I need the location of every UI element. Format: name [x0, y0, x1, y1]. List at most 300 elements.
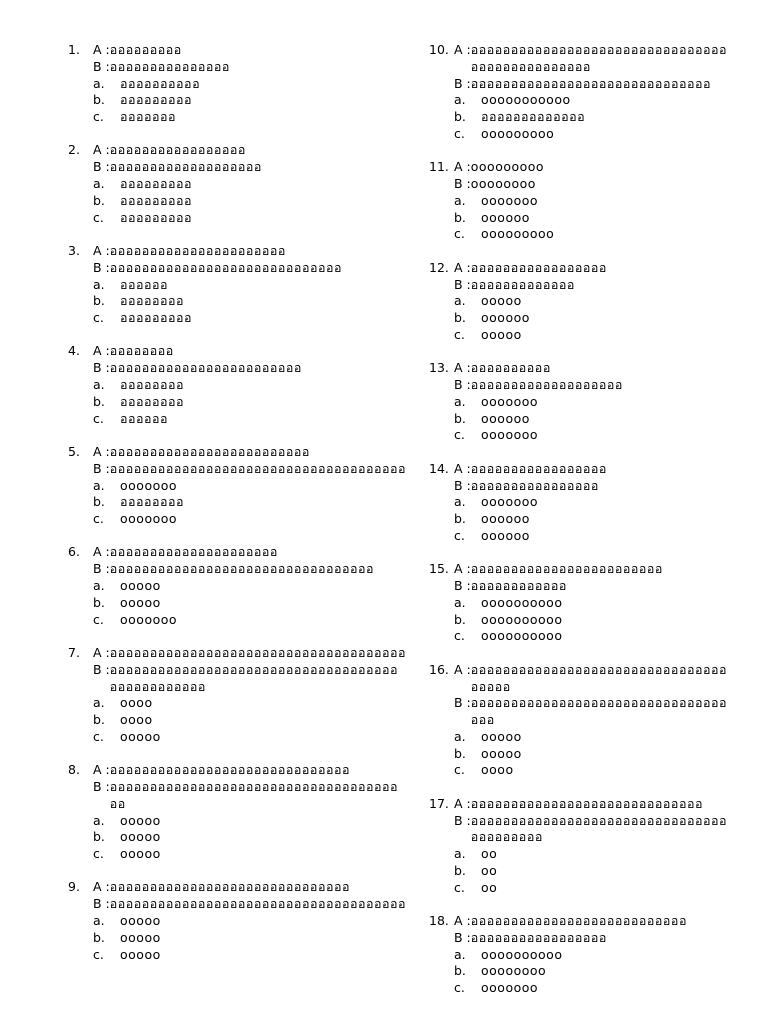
- speaker-b-text: ออออออออออออออออ: [470, 477, 599, 493]
- question-item: [68, 343, 408, 427]
- question-number: 14.: [429, 460, 449, 476]
- speaker-a-label: A :: [454, 460, 471, 476]
- option-label: b.: [454, 611, 466, 627]
- question-item: [68, 42, 408, 126]
- speaker-a-label: A :: [93, 762, 110, 778]
- option-text: oo: [481, 846, 498, 862]
- speaker-b-text: อออออออออออออออออ: [470, 929, 607, 945]
- indent-spacer: [68, 92, 93, 109]
- indent-spacer: [429, 947, 454, 964]
- indent-spacer: [429, 963, 454, 980]
- indent-spacer: [68, 193, 93, 210]
- indent-spacer: [429, 746, 454, 763]
- indent-spacer: [68, 293, 93, 310]
- indent-spacer: [429, 293, 454, 310]
- answer-option: [68, 76, 408, 93]
- option-label: b.: [93, 293, 105, 309]
- answer-option: [429, 494, 729, 511]
- option-text: ooooooooo: [481, 226, 555, 242]
- option-label: a.: [93, 695, 105, 711]
- answer-option: [68, 511, 408, 528]
- answer-option: [68, 813, 408, 830]
- option-text: ออออออออ: [120, 494, 185, 510]
- indent-spacer: [429, 612, 454, 629]
- option-label: b.: [93, 929, 105, 945]
- indent-spacer: [68, 930, 93, 947]
- option-text: ooooooo: [481, 192, 539, 208]
- option-text: ออออออ: [120, 410, 169, 426]
- option-label: b.: [454, 862, 466, 878]
- speaker-a-label: A :: [454, 561, 471, 577]
- indent-spacer: [68, 176, 93, 193]
- question-number: 1.: [68, 42, 80, 57]
- option-text: ooooo: [120, 946, 161, 962]
- indent-spacer: [68, 411, 93, 428]
- answer-option: [429, 980, 729, 997]
- question-number: 18.: [429, 913, 449, 929]
- option-label: a.: [454, 494, 466, 510]
- speaker-b-label: B :: [93, 896, 110, 912]
- option-label: c.: [454, 628, 465, 644]
- question-item: [429, 796, 729, 897]
- option-label: a.: [454, 393, 466, 409]
- option-label: c.: [454, 762, 465, 778]
- speaker-b-label: B :: [454, 695, 471, 711]
- indent-spacer: [68, 210, 93, 227]
- indent-spacer: [429, 109, 454, 126]
- answer-option: [68, 210, 408, 227]
- indent-spacer: [68, 813, 93, 830]
- question-number: 13.: [429, 360, 449, 376]
- question-item: [429, 260, 729, 344]
- speaker-a-text: อออออออออออออออออออออ: [109, 544, 278, 560]
- option-text: oooooooooo: [481, 594, 563, 610]
- indent-spacer: [429, 863, 454, 880]
- option-text: ooooooooo: [481, 125, 555, 141]
- option-label: b.: [93, 92, 105, 108]
- speaker-a-label: A :: [93, 42, 110, 57]
- speaker-b-label: B :: [454, 477, 471, 493]
- option-label: b.: [93, 594, 105, 610]
- option-text: oooooo: [481, 209, 530, 225]
- speaker-b-text: อออออออออออออออออออ: [109, 159, 262, 175]
- option-label: c.: [454, 326, 465, 342]
- option-text: oooooooooo: [481, 946, 563, 962]
- indent-spacer: [68, 76, 93, 93]
- indent-spacer: [68, 394, 93, 411]
- option-label: c.: [454, 427, 465, 443]
- speaker-b-label: B :: [454, 176, 471, 192]
- option-text: oo: [481, 862, 498, 878]
- option-label: c.: [93, 209, 104, 225]
- speaker-b-text: อออออออออออออออออออ: [470, 377, 623, 393]
- left-column: [68, 42, 408, 980]
- speaker-b-label: B :: [454, 929, 471, 945]
- option-text: ooooooo: [120, 611, 178, 627]
- speaker-b-text: อออออออออออออออออออออออออออออออออออ: [470, 695, 727, 728]
- option-label: b.: [93, 393, 105, 409]
- answer-option: [68, 947, 408, 964]
- speaker-b-label: B :: [454, 75, 471, 91]
- answer-option: [429, 226, 729, 243]
- question-item: [429, 159, 729, 243]
- answer-option: [429, 595, 729, 612]
- option-text: oooooo: [481, 527, 530, 543]
- option-text: อออออออออ: [120, 176, 193, 192]
- option-text: ooooo: [120, 846, 161, 862]
- answer-option: [429, 109, 729, 126]
- answer-option: [68, 913, 408, 930]
- answer-option: [68, 595, 408, 612]
- answer-option: [68, 92, 408, 109]
- option-label: a.: [454, 594, 466, 610]
- option-text: ooooo: [120, 594, 161, 610]
- indent-spacer: [429, 511, 454, 528]
- question-number: 4.: [68, 343, 80, 359]
- indent-spacer: [429, 226, 454, 243]
- speaker-a-text: ooooooooo: [470, 159, 545, 175]
- option-text: oooooooooo: [481, 628, 563, 644]
- speaker-a-text: ออออออออออ: [470, 360, 551, 376]
- option-label: a.: [454, 728, 466, 744]
- answer-option: [68, 612, 408, 629]
- answer-option: [429, 511, 729, 528]
- option-label: b.: [454, 963, 466, 979]
- option-text: ooooo: [120, 728, 161, 744]
- answer-option: [68, 377, 408, 394]
- indent-spacer: [68, 578, 93, 595]
- speaker-a-label: A :: [93, 544, 110, 560]
- indent-spacer: [429, 880, 454, 897]
- option-text: ooooo: [120, 929, 161, 945]
- question-number: 10.: [429, 42, 449, 57]
- speaker-b-label: B :: [93, 58, 110, 74]
- option-label: b.: [454, 410, 466, 426]
- option-text: ooooooo: [120, 477, 178, 493]
- question-number: 11.: [429, 159, 449, 175]
- speaker-a-label: A :: [454, 159, 471, 175]
- answer-option: [68, 277, 408, 294]
- indent-spacer: [68, 561, 93, 578]
- indent-spacer: [68, 662, 93, 696]
- option-text: ooooooo: [481, 393, 539, 409]
- question-number: 12.: [429, 259, 449, 275]
- indent-spacer: [68, 712, 93, 729]
- indent-spacer: [68, 478, 93, 495]
- speaker-b-label: B :: [454, 377, 471, 393]
- option-text: อออออออ: [120, 109, 177, 125]
- speaker-b-label: B :: [93, 561, 110, 577]
- option-text: oooo: [481, 762, 514, 778]
- answer-option: [68, 176, 408, 193]
- option-text: oooo: [120, 712, 153, 728]
- indent-spacer: [429, 193, 454, 210]
- answer-option: [429, 411, 729, 428]
- option-text: ooooooo: [481, 980, 539, 996]
- indent-spacer: [429, 813, 454, 847]
- option-text: อออออออออ: [120, 209, 193, 225]
- option-text: ooooo: [481, 326, 522, 342]
- speaker-b-label: B :: [93, 159, 110, 175]
- answer-option: [429, 612, 729, 629]
- speaker-b-text: อออออออออออออออ: [109, 58, 230, 74]
- indent-spacer: [429, 277, 454, 294]
- option-label: a.: [454, 293, 466, 309]
- option-label: b.: [454, 511, 466, 527]
- indent-spacer: [429, 846, 454, 863]
- indent-spacer: [68, 461, 93, 478]
- answer-option: [68, 930, 408, 947]
- answer-option: [68, 712, 408, 729]
- speaker-b-text: อออออออออออออ: [470, 276, 575, 292]
- answer-option: [68, 478, 408, 495]
- question-item: [429, 561, 729, 645]
- speaker-a-text: อออออออออออออออออออออออออออออ: [470, 795, 703, 811]
- speaker-a-text: ออออออออออออออออออออออออออออออ: [109, 762, 350, 778]
- speaker-a-label: A :: [93, 343, 110, 359]
- indent-spacer: [429, 695, 454, 729]
- speaker-a-text: ออออออออออออออออออออออออออออออ: [109, 879, 350, 895]
- option-text: ooooo: [120, 578, 161, 594]
- question-item: [429, 913, 729, 997]
- indent-spacer: [68, 896, 93, 913]
- question-item: [429, 662, 729, 780]
- option-label: c.: [93, 410, 104, 426]
- question-number: 2.: [68, 142, 80, 158]
- question-number: 5.: [68, 443, 80, 459]
- option-text: ออออออออ: [120, 393, 185, 409]
- option-text: ooooo: [120, 829, 161, 845]
- question-item: [68, 243, 408, 327]
- speaker-a-text: อออออออออออออออออออออออออออ: [470, 913, 687, 929]
- option-label: a.: [93, 276, 105, 292]
- answer-option: [429, 863, 729, 880]
- indent-spacer: [68, 109, 93, 126]
- speaker-b-text: อออออออออออออออออออออออออออออออออออออ: [109, 896, 407, 912]
- option-label: a.: [93, 377, 105, 393]
- indent-spacer: [429, 310, 454, 327]
- question-number: 16.: [429, 661, 449, 677]
- answer-option: [429, 880, 729, 897]
- answer-option: [429, 947, 729, 964]
- speaker-a-text: อออออออออออออออออ: [470, 460, 607, 476]
- indent-spacer: [429, 377, 454, 394]
- speaker-a-label: A :: [454, 42, 471, 57]
- speaker-a-text: อออออออออออออออออออออออออออออออออออออออออออออออ: [470, 42, 727, 74]
- answer-option: [429, 528, 729, 545]
- speaker-a-text: อออออออออออออออออออออออออออออออออออออ: [470, 661, 727, 694]
- option-label: c.: [454, 527, 465, 543]
- speaker-b-text: อออออออออออออออออออออออออออออ: [109, 259, 342, 275]
- answer-option: [68, 729, 408, 746]
- option-text: ออออออ: [120, 276, 169, 292]
- option-label: a.: [454, 92, 466, 108]
- indent-spacer: [68, 494, 93, 511]
- speaker-a-label: A :: [454, 360, 471, 376]
- indent-spacer: [429, 980, 454, 997]
- option-label: a.: [93, 913, 105, 929]
- option-label: c.: [454, 226, 465, 242]
- indent-spacer: [429, 494, 454, 511]
- question-item: [68, 142, 408, 226]
- answer-option: [68, 193, 408, 210]
- indent-spacer: [68, 360, 93, 377]
- answer-option: [68, 578, 408, 595]
- question-item: [429, 42, 729, 143]
- indent-spacer: [429, 210, 454, 227]
- option-label: b.: [93, 494, 105, 510]
- question-number: 9.: [68, 879, 80, 895]
- option-text: oooo: [120, 695, 153, 711]
- speaker-a-text: อออออออออออออออออ: [109, 142, 246, 158]
- indent-spacer: [68, 947, 93, 964]
- speaker-a-label: A :: [93, 443, 110, 459]
- speaker-b-label: B :: [454, 578, 471, 594]
- option-label: c.: [454, 879, 465, 895]
- indent-spacer: [68, 159, 93, 176]
- question-item: [68, 762, 408, 863]
- option-text: ออออออออออ: [120, 75, 201, 91]
- indent-spacer: [429, 578, 454, 595]
- speaker-a-label: A :: [454, 795, 471, 811]
- indent-spacer: [68, 779, 93, 813]
- answer-option: [429, 846, 729, 863]
- indent-spacer: [68, 377, 93, 394]
- speaker-a-text: ออออออออ: [109, 343, 174, 359]
- indent-spacer: [429, 930, 454, 947]
- speaker-a-label: A :: [93, 242, 110, 258]
- option-text: oooooo: [481, 310, 530, 326]
- speaker-a-text: อออออออออ: [109, 42, 182, 57]
- option-label: a.: [93, 812, 105, 828]
- option-label: a.: [93, 176, 105, 192]
- indent-spacer: [429, 126, 454, 143]
- option-label: b.: [454, 745, 466, 761]
- answer-option: [429, 762, 729, 779]
- answer-option: [429, 963, 729, 980]
- right-column: [429, 42, 729, 1014]
- answer-option: [429, 92, 729, 109]
- question-number: 6.: [68, 544, 80, 560]
- indent-spacer: [429, 595, 454, 612]
- option-text: ooooooo: [120, 511, 178, 527]
- speaker-b-text: อออออออออออออออออออออออออออออออออออออออออ: [470, 812, 727, 845]
- option-label: c.: [93, 611, 104, 627]
- option-text: ออออออออ: [120, 293, 185, 309]
- question-number: 3.: [68, 242, 80, 258]
- answer-option: [429, 126, 729, 143]
- answer-option: [68, 394, 408, 411]
- option-label: a.: [93, 477, 105, 493]
- indent-spacer: [68, 595, 93, 612]
- speaker-a-text: ออออออออออออออออออออออ: [109, 242, 286, 258]
- speaker-b-label: B :: [93, 259, 110, 275]
- option-label: c.: [454, 125, 465, 141]
- speaker-b-label: B :: [93, 460, 110, 476]
- indent-spacer: [68, 612, 93, 629]
- speaker-b-text: ออออออออออออออออออออออออ: [109, 360, 302, 376]
- question-number: 8.: [68, 762, 80, 778]
- option-label: b.: [93, 192, 105, 208]
- speaker-b-label: B :: [93, 778, 110, 794]
- answer-option: [68, 695, 408, 712]
- option-label: b.: [93, 712, 105, 728]
- speaker-b-text: อออออออออออออออออออออออออออออออออออออ: [109, 460, 407, 476]
- option-text: อออออออออออออ: [481, 109, 586, 125]
- speaker-a-label: A :: [93, 879, 110, 895]
- option-text: oooooo: [481, 511, 530, 527]
- option-text: ooooo: [481, 745, 522, 761]
- option-label: a.: [454, 192, 466, 208]
- answer-option: [429, 293, 729, 310]
- speaker-a-label: A :: [93, 644, 110, 660]
- option-label: b.: [93, 829, 105, 845]
- indent-spacer: [68, 913, 93, 930]
- option-label: b.: [454, 109, 466, 125]
- indent-spacer: [429, 176, 454, 193]
- answer-option: [68, 829, 408, 846]
- question-item: [429, 360, 729, 444]
- question-number: 7.: [68, 644, 80, 660]
- answer-option: [68, 494, 408, 511]
- speaker-b-text: oooooooo: [470, 176, 536, 192]
- indent-spacer: [429, 427, 454, 444]
- indent-spacer: [429, 528, 454, 545]
- speaker-b-text: ออออออออออออออออออออออออออออออออออออออ: [109, 778, 399, 811]
- indent-spacer: [68, 846, 93, 863]
- speaker-a-label: A :: [454, 661, 471, 677]
- option-text: ooooo: [481, 293, 522, 309]
- option-text: ooooooooooo: [481, 92, 571, 108]
- answer-option: [429, 327, 729, 344]
- speaker-b-text: ออออออออออออออออออออออออออออออออออออออออออออออออ: [109, 661, 399, 694]
- option-text: อออออออออ: [120, 92, 193, 108]
- speaker-a-label: A :: [454, 913, 471, 929]
- option-text: ooooo: [481, 728, 522, 744]
- option-text: ooooooo: [481, 494, 539, 510]
- indent-spacer: [429, 76, 454, 93]
- option-label: c.: [93, 310, 104, 326]
- answer-option: [68, 293, 408, 310]
- answer-option: [68, 846, 408, 863]
- speaker-b-label: B :: [93, 661, 110, 677]
- indent-spacer: [429, 92, 454, 109]
- option-label: c.: [93, 109, 104, 125]
- option-text: oo: [481, 879, 498, 895]
- option-text: ooooo: [120, 913, 161, 929]
- option-text: oooooo: [481, 410, 530, 426]
- speaker-a-text: อออออออออออออออออออออออออ: [109, 443, 310, 459]
- indent-spacer: [68, 829, 93, 846]
- answer-option: [429, 427, 729, 444]
- answer-option: [429, 729, 729, 746]
- indent-spacer: [68, 729, 93, 746]
- question-number: 15.: [429, 561, 449, 577]
- answer-option: [429, 310, 729, 327]
- indent-spacer: [68, 260, 93, 277]
- question-item: [68, 645, 408, 746]
- speaker-a-label: A :: [93, 142, 110, 158]
- answer-option: [68, 411, 408, 428]
- speaker-a-label: A :: [454, 259, 471, 275]
- option-text: อออออออออ: [120, 192, 193, 208]
- speaker-b-text: อออออออออออออออออออออออออออออออออ: [109, 561, 375, 577]
- speaker-b-text: ออออออออออออออออออออออออออออออ: [470, 75, 711, 91]
- option-text: ooooooo: [481, 427, 539, 443]
- speaker-b-label: B :: [454, 276, 471, 292]
- option-label: c.: [93, 728, 104, 744]
- speaker-a-text: อออออออออออออออออ: [470, 259, 607, 275]
